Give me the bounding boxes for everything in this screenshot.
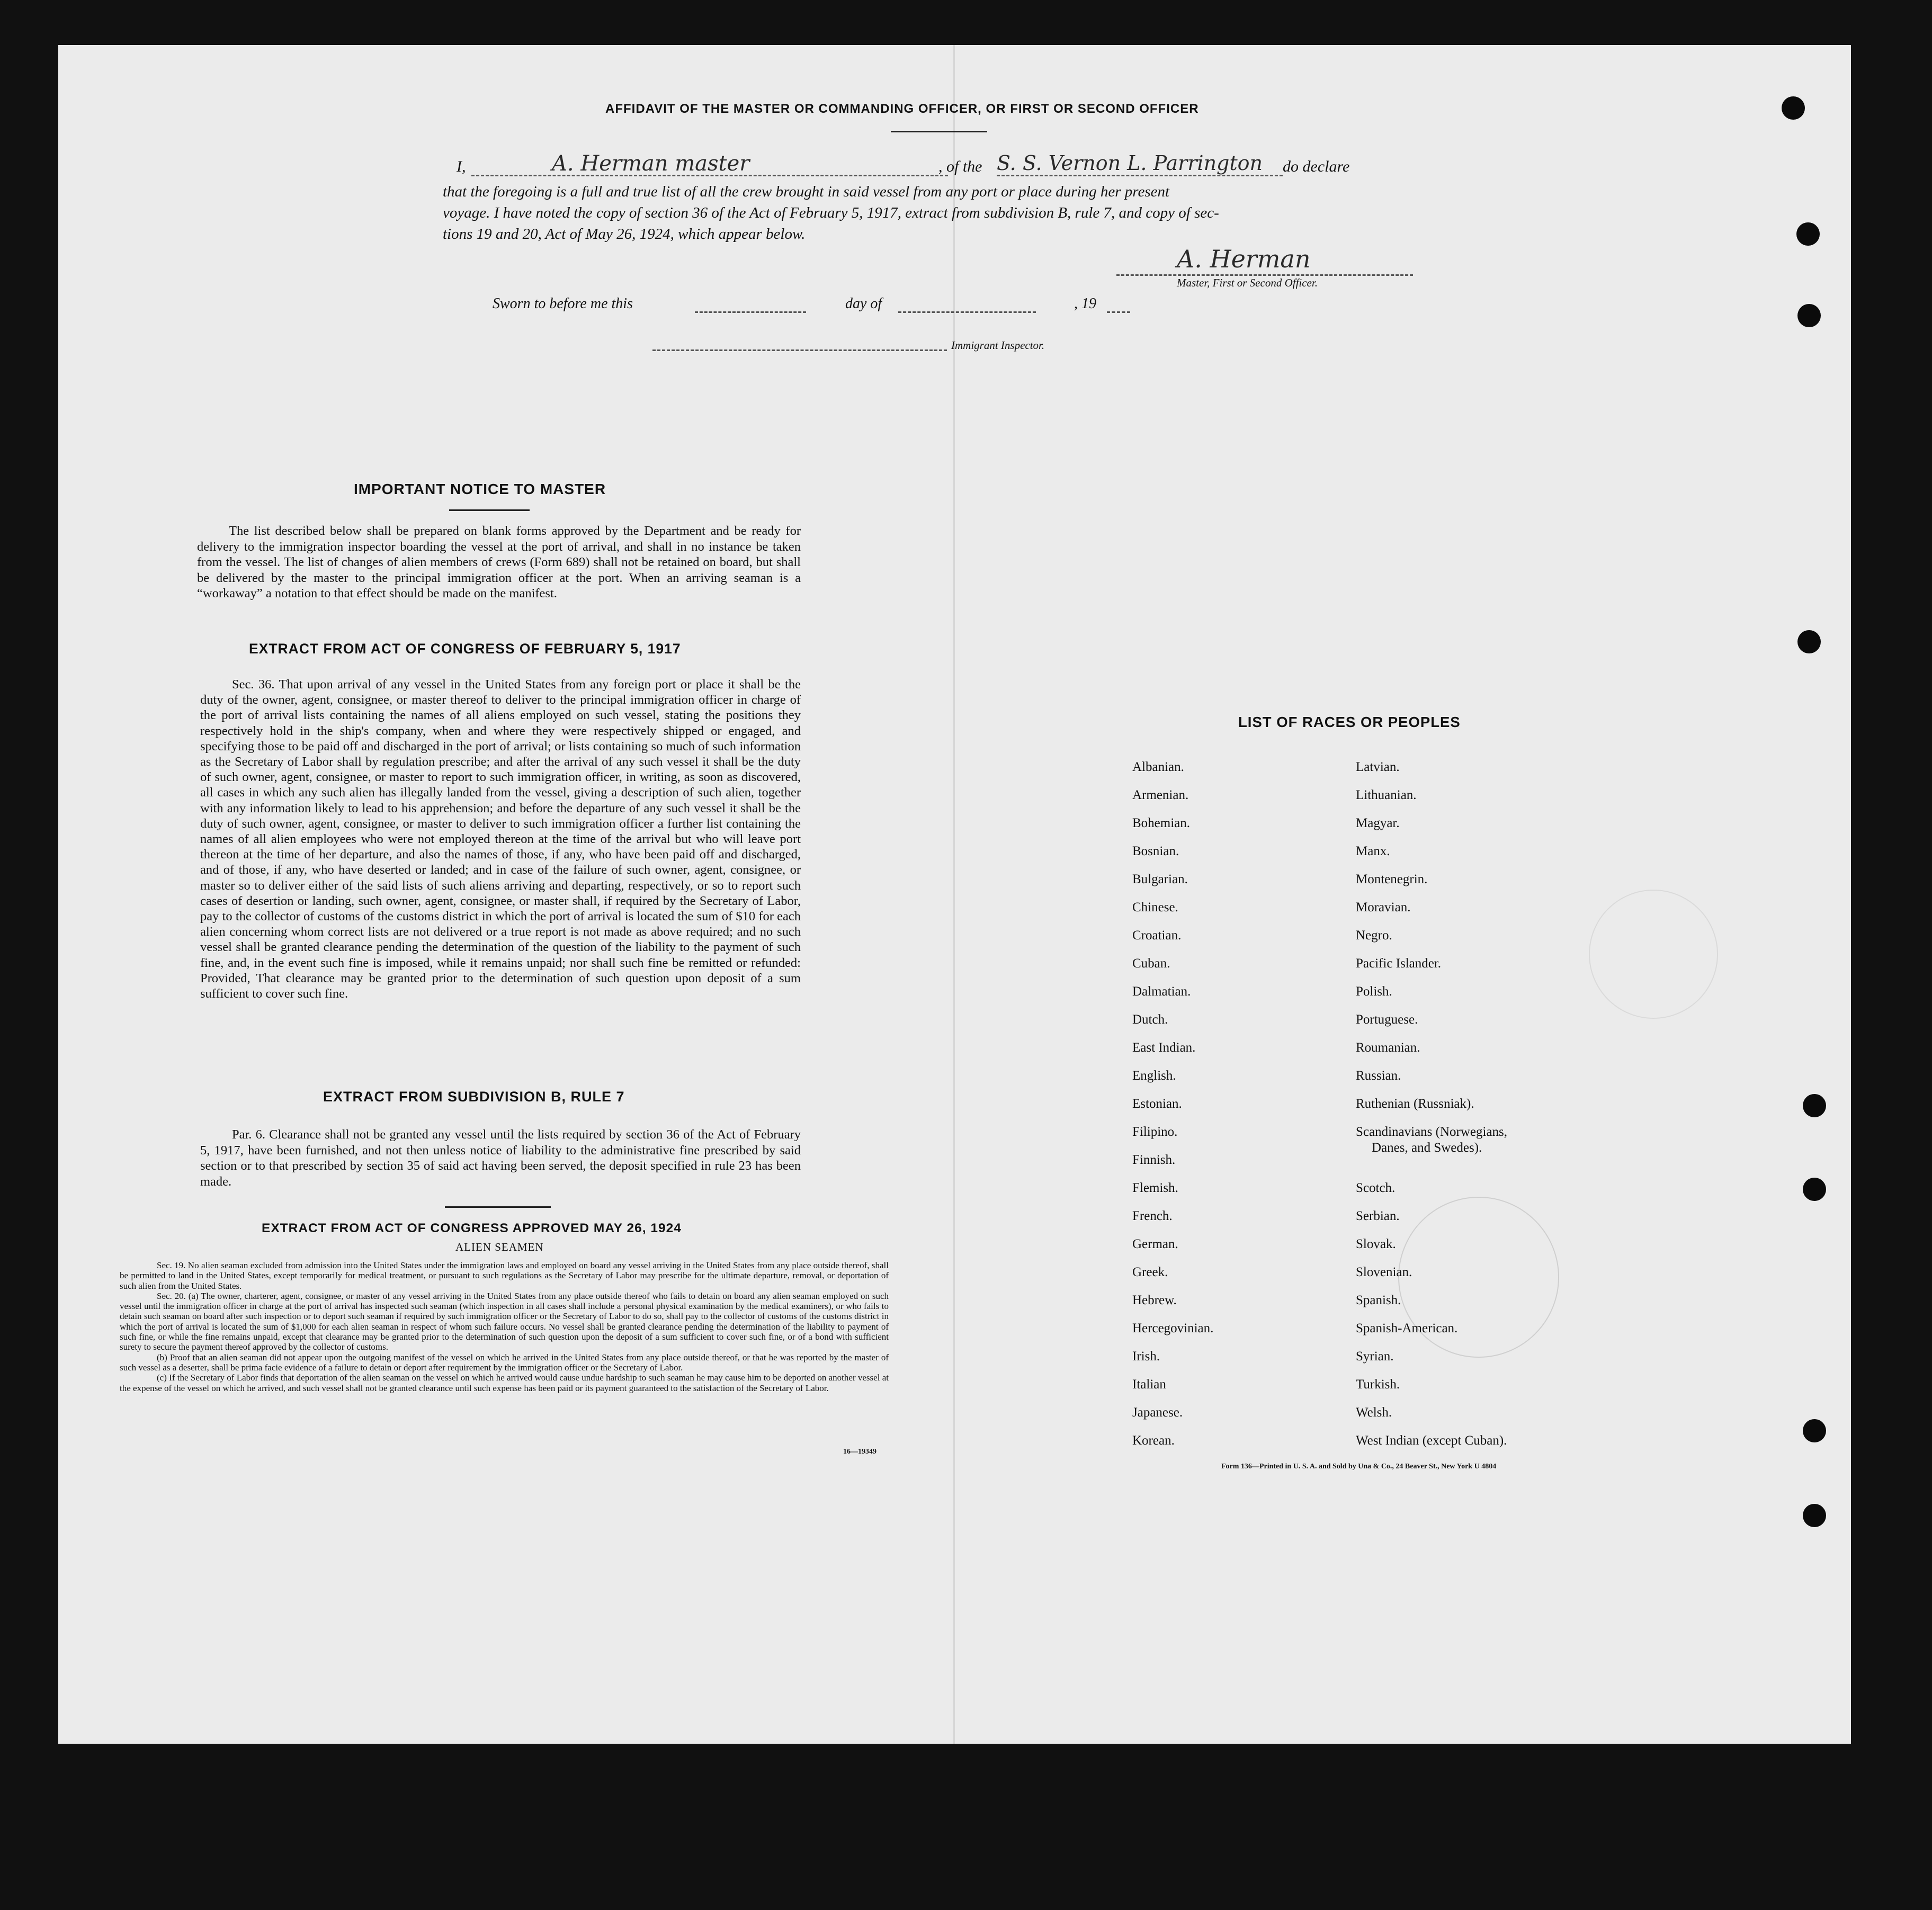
- sec19-text: Sec. 19. No alien seaman excluded from admission into the United States under the immigration laws and employed on board any vessel arriving in the United States from any place outside thereof, shall be permitted to land in the United States, except temporarily for medical treatment, or pursuant to such regulations as the Secretary of Labor may prescribe for the ultimate departure, removal, or deportation of such alien from the United States.: [120, 1260, 889, 1291]
- sworn-month-dotted-line: [898, 311, 1036, 313]
- race-item: Ruthenian (Russniak).: [1356, 1097, 1474, 1111]
- sec20b-text: (b) Proof that an alien seaman did not appear upon the outgoing manifest of the vessel on which he arrived in the United States from any place outside thereof, or that he was reported by the master of such vessel as a deserter, shall be prima facie evidence of a failure to detain or deport after requirement by the immigration officer or the Secretary of Labor.: [120, 1352, 889, 1373]
- binder-hole: [1797, 304, 1821, 327]
- race-item: French.: [1132, 1209, 1173, 1223]
- race-item: Negro.: [1356, 928, 1392, 943]
- sworn-year-dotted-line: [1107, 311, 1130, 313]
- sec20a-text: Sec. 20. (a) The owner, charterer, agent, consignee, or master of any vessel arriving in the United States from any place outside thereof who fails to detain on board any alien seaman employed on such vessel until the immigration officer in charge at the port of arrival has inspected such seaman (which inspection in all cases shall include a personal physical examination by the medical examiners), or who fails to detain such seaman on board after such inspection or to deport such seaman if required by such immigration officer or the Secretary of Labor to do so, shall pay to the collector of customs of the customs district in which the port of arrival is located the sum of $1,000 for each alien seaman in respect of whom such failure occurs. No vessel shall be granted clearance pending the determination of the liability to payment of such fine, or while the fine remains unpaid, except that clearance may be granted prior to the determination of such question upon the deposit of a sum sufficient to cover such fine, or of a bond with sufficient surety to secure the payment thereof approved by the collector of customs.: [120, 1290, 889, 1352]
- affidavit-line4: tions 19 and 20, Act of May 26, 1924, which appear below.: [443, 226, 806, 243]
- race-item: Japanese.: [1132, 1405, 1183, 1420]
- race-item: Lithuanian.: [1356, 788, 1417, 802]
- notice-rule: [449, 509, 530, 511]
- races-title: LIST OF RACES OR PEOPLES: [1238, 714, 1461, 730]
- title-rule: [891, 131, 987, 132]
- sworn-day-dotted-line: [695, 311, 806, 313]
- race-item: Slovak.: [1356, 1237, 1396, 1251]
- race-item: Manx.: [1356, 844, 1390, 858]
- affidavit-line2: that the foregoing is a full and true list of all the crew brought in said vessel from any port or place during her present: [443, 183, 1170, 200]
- race-item: Dutch.: [1132, 1012, 1168, 1027]
- race-item: Cuban.: [1132, 956, 1170, 971]
- race-item: Bohemian.: [1132, 816, 1191, 830]
- race-item: Filipino.: [1132, 1125, 1178, 1139]
- race-item: Magyar.: [1356, 816, 1400, 830]
- race-item: Turkish.: [1356, 1377, 1400, 1392]
- race-item: Scotch.: [1356, 1181, 1396, 1195]
- rule7-title: EXTRACT FROM SUBDIVISION B, RULE 7: [323, 1089, 625, 1105]
- race-item: Finnish.: [1132, 1153, 1176, 1167]
- race-item: Albanian.: [1132, 760, 1184, 774]
- race-item: East Indian.: [1132, 1041, 1196, 1055]
- race-item: Greek.: [1132, 1265, 1168, 1279]
- race-item: Polish.: [1356, 984, 1392, 999]
- race-item: Moravian.: [1356, 900, 1411, 914]
- race-item: Bosnian.: [1132, 844, 1179, 858]
- race-item: Armenian.: [1132, 788, 1189, 802]
- race-item: Dalmatian.: [1132, 984, 1191, 999]
- master-name-handwritten: A. Herman master: [552, 151, 750, 176]
- extract-1917-text: Sec. 36. That upon arrival of any vessel in the United States from any foreign port or place it shall be the duty of the owner, agent, consignee, or master thereof to deliver to the principal immigration officer in charge of the port of arrival lists containing the names of all aliens employed on such vessel, stating the positions they respectively hold in the ship's company, when and where they were respectively shipped or engaged, and specifying those to be paid off and discharged in the port of arrival; or lists containing so much of such information as the Secretary of Labor shall by regulation prescribe; and after the arrival of any such vessel it shall be the duty of such owner, agent, consignee, or master to report to such immigration officer, in writing, as soon as discovered, all cases in which any such alien has illegally landed from the vessel, giving a description of such alien, together with any information likely to lead to his apprehension; and before the departure of any such vessel it shall be the duty of such owner, agent, consignee, or master to deliver to such immigration officer a further list containing the names of all alien employees who were not employed thereon at the time of the arrival but who will leave port thereon at the time of her departure, and also the names of those, if any, who have been paid off and discharged, and of those, if any, who have deserted or landed; and in case of the failure of such owner, agent, consignee, or master so to deliver either of the said lists of such aliens arriving and departing, respectively, or so to report such cases of desertion or landing, such owner, agent, consignee, or master shall, if required by the Secretary of Labor, pay to the collector of customs of the customs district in which the port of arrival is located the sum of $10 for each alien concerning whom correct lists are not delivered or a true report is not made as above required; and no such vessel shall be granted clearance pending the determination of the question of the liability to the payment of such fine, and, in the event such fine is imposed, while it remains unpaid; nor shall such fine be remitted or refunded: Provided, That clearance may be granted prior to the determination of such question upon deposit of a sum sufficient to cover such fine.: [200, 677, 801, 1001]
- races-column-1: [1132, 753, 1213, 1455]
- race-item: Korean.: [1132, 1433, 1175, 1448]
- race-item: Syrian.: [1356, 1349, 1394, 1364]
- race-item: Serbian.: [1356, 1209, 1400, 1223]
- race-item: Hebrew.: [1132, 1293, 1177, 1307]
- of-the-label: , of the: [938, 158, 982, 175]
- binder-hole: [1796, 222, 1820, 246]
- embossed-seal: [1589, 890, 1718, 1019]
- declare-label: do declare: [1283, 158, 1350, 175]
- race-item: Flemish.: [1132, 1181, 1178, 1195]
- race-item: Spanish-American.: [1356, 1321, 1458, 1335]
- race-item: Montenegrin.: [1356, 872, 1428, 886]
- race-item: Danes, and Swedes).: [1372, 1141, 1482, 1155]
- binder-hole: [1803, 1419, 1826, 1442]
- race-item: Scandinavians (Norwegians,: [1356, 1125, 1508, 1139]
- inspector-caption: Immigrant Inspector.: [951, 339, 1045, 352]
- signature-handwritten: A. Herman: [1177, 245, 1311, 273]
- race-item: Bulgarian.: [1132, 872, 1188, 886]
- alien-seamen-subtitle: ALIEN SEAMEN: [455, 1241, 544, 1253]
- sworn-label: Sworn to before me this: [493, 295, 633, 312]
- binder-hole: [1797, 630, 1821, 653]
- affidavit-line1: [457, 151, 1442, 178]
- form-code: 16—19349: [843, 1448, 876, 1456]
- race-item: Roumanian.: [1356, 1041, 1420, 1055]
- vessel-dotted-line: [997, 175, 1283, 176]
- race-item: German.: [1132, 1237, 1178, 1251]
- day-of-label: day of: [845, 295, 882, 312]
- race-item: Latvian.: [1356, 760, 1400, 774]
- race-item: Portuguese.: [1356, 1012, 1418, 1027]
- race-item: Russian.: [1356, 1069, 1401, 1083]
- rule7-rule: [445, 1206, 551, 1208]
- signature-dotted-line: [1116, 274, 1413, 276]
- race-item: Pacific Islander.: [1356, 956, 1442, 971]
- race-item: Croatian.: [1132, 928, 1182, 943]
- sec20c-text: (c) If the Secretary of Labor finds that deportation of the alien seaman on the vessel on which he arrived would cause undue hardship to such seaman he may cause him to be deported on another vessel at the expense of the vessel on which he arrived, and such vessel shall not be granted clearance until such expense has been paid or its payment guaranteed to the satisfaction of the Secretary of Labor.: [120, 1373, 889, 1393]
- race-item: Italian: [1132, 1377, 1166, 1392]
- binder-hole: [1803, 1094, 1826, 1117]
- rule7-text: Par. 6. Clearance shall not be granted any vessel until the lists required by section 36 of the Act of February 5, 1917, have been furnished, and not then unless notice of liability to the administrative fine prescribed by said section or to that prescribed by section 35 of said act having been served, the deposit specified in rule 23 has been made.: [200, 1127, 801, 1189]
- form-footer: Form 136—Printed in U. S. A. and Sold by Una & Co., 24 Beaver St., New York U 4804: [1221, 1463, 1497, 1470]
- notice-title: IMPORTANT NOTICE TO MASTER: [354, 481, 606, 497]
- binder-hole: [1803, 1178, 1826, 1201]
- affidavit-line3: voyage. I have noted the copy of section 36 of the Act of February 5, 1917, extract from subdivision B, rule 7, and copy of sec-: [443, 204, 1219, 221]
- signature-caption: Master, First or Second Officer.: [1177, 276, 1318, 289]
- vessel-handwritten: S. S. Vernon L. Parrington: [997, 151, 1263, 175]
- race-item: Estonian.: [1132, 1097, 1182, 1111]
- affidavit-title: AFFIDAVIT OF THE MASTER OR COMMANDING OFFICER, OR FIRST OR SECOND OFFICER: [605, 102, 1199, 116]
- i-label: I,: [457, 158, 466, 175]
- inspector-dotted-line: [652, 349, 947, 351]
- races-column-2: [1356, 753, 1507, 1455]
- extract-1924-title: EXTRACT FROM ACT OF CONGRESS APPROVED MAY 26, 1924: [262, 1221, 682, 1235]
- extract-1924-text: [120, 1260, 889, 1393]
- race-item: Irish.: [1132, 1349, 1160, 1364]
- binder-hole: [1803, 1504, 1826, 1527]
- race-item: Slovenian.: [1356, 1265, 1412, 1279]
- year-label: , 19: [1074, 295, 1096, 312]
- binder-hole: [1782, 96, 1805, 120]
- notice-text: The list described below shall be prepared on blank forms approved by the Department and be ready for delivery to the immigration inspector boarding the vessel at the port of arrival, and shall in no instance be taken from the vessel. The list of changes of alien members of crews (Form 689) shall not be retained on board, but shall be delivered by the master to the principal immigration officer at the port. When an arriving seaman is a “workaway” a notation to that effect should be made on the manifest.: [197, 524, 801, 600]
- race-item: Welsh.: [1356, 1405, 1392, 1420]
- sworn-line: [493, 295, 1155, 317]
- race-item: English.: [1132, 1069, 1176, 1083]
- race-item: Chinese.: [1132, 900, 1178, 914]
- race-item: West Indian (except Cuban).: [1356, 1433, 1507, 1448]
- race-item: Spanish.: [1356, 1293, 1401, 1307]
- extract-1917-title: EXTRACT FROM ACT OF CONGRESS OF FEBRUARY 5, 1917: [249, 641, 681, 657]
- race-item: Hercegovinian.: [1132, 1321, 1214, 1335]
